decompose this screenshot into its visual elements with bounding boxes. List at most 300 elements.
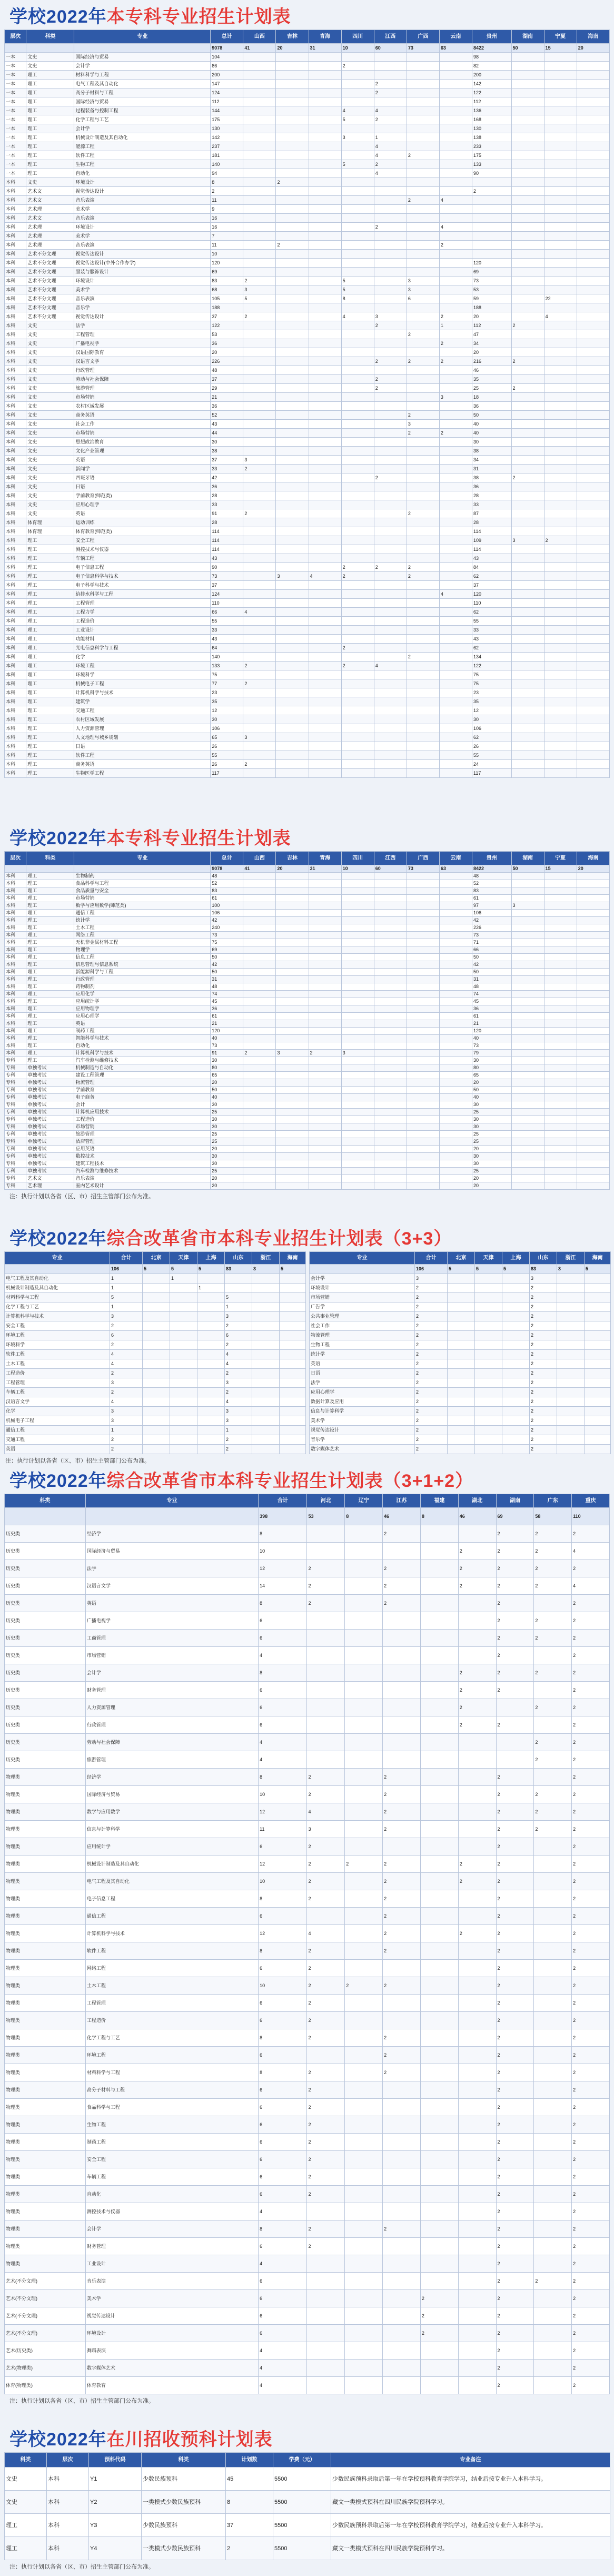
table-cell: 2: [530, 1293, 557, 1302]
table-row: [5, 902, 610, 910]
table-cell: [383, 2342, 421, 2360]
table-cell: [197, 1312, 225, 1321]
table-cell: [502, 1340, 530, 1350]
table-cell: 本科: [5, 473, 26, 482]
table-cell: [345, 2307, 383, 2325]
table-row: [5, 1028, 610, 1035]
table-cell: 法学: [85, 1560, 258, 1577]
table-cell: 2: [415, 1435, 448, 1445]
table-cell: [309, 223, 341, 232]
table-row: [5, 581, 610, 590]
table-cell: [276, 384, 309, 393]
table-cell: [420, 1577, 458, 1595]
table-cell: [534, 2116, 572, 2134]
table-cell: 艺术不分文理: [26, 294, 74, 303]
table-cell: [341, 581, 374, 590]
table-cell: 2: [572, 2134, 610, 2151]
table-cell: [557, 1350, 585, 1359]
table-cell: 7: [211, 232, 243, 241]
table-cell: 物理类: [5, 2238, 86, 2255]
table-cell: 物理类: [5, 2255, 86, 2273]
table-cell: 33: [211, 500, 243, 509]
table-cell: 专科: [5, 1168, 26, 1175]
table-cell: 一本: [5, 97, 26, 106]
table-cell: [407, 1079, 439, 1087]
table-cell: [475, 1426, 502, 1435]
table-cell: [577, 241, 609, 250]
table-cell: [544, 1175, 577, 1182]
table-cell: [276, 1042, 309, 1050]
table-cell: 文史: [26, 420, 74, 429]
table-cell: [276, 294, 309, 303]
table-cell: 2: [496, 2255, 534, 2273]
table-cell: [534, 1716, 572, 1734]
table-cell: [511, 924, 544, 932]
table-cell: [243, 1064, 276, 1072]
total-cell: 60: [374, 44, 407, 53]
table-cell: 视觉传达设计: [85, 2307, 258, 2325]
table-cell: [534, 1960, 572, 1977]
table-cell: [341, 1028, 374, 1035]
table-cell: [420, 2377, 458, 2394]
table-cell: 10: [259, 1543, 307, 1560]
table-cell: [243, 697, 276, 706]
table-cell: [577, 991, 609, 998]
table-cell: [341, 465, 374, 473]
table-cell: 过程装备与控制工程: [74, 106, 211, 115]
table-cell: [243, 1175, 276, 1182]
table-row: [5, 733, 610, 742]
table-cell: [439, 1094, 472, 1101]
table-cell: 广播电视学: [85, 1612, 258, 1630]
table-cell: [577, 160, 609, 169]
table-cell: 122: [211, 321, 243, 330]
table-cell: [502, 1369, 530, 1378]
table-cell: [544, 724, 577, 733]
table-cell: [577, 312, 609, 321]
table-cell: [341, 895, 374, 902]
table-cell: 理工: [26, 644, 74, 653]
table-cell: 理工: [26, 563, 74, 572]
table-cell: 物理类: [5, 2029, 86, 2047]
table-cell: [276, 285, 309, 294]
table-cell: 本科: [5, 500, 26, 509]
table-cell: [534, 1995, 572, 2012]
table-cell: 73: [211, 572, 243, 581]
table-cell: 2: [496, 1855, 534, 1873]
table-cell: 2: [110, 1369, 143, 1378]
table-cell: [374, 946, 407, 954]
table-cell: [458, 2029, 496, 2047]
table-cell: 计算机科学与技术: [74, 688, 211, 697]
table-cell: 2: [439, 339, 472, 348]
table-cell: 2: [415, 1445, 448, 1454]
table-cell: [276, 760, 309, 769]
table-cell: [577, 769, 609, 778]
table-cell: [439, 330, 472, 339]
table-row: [5, 1182, 610, 1190]
table-note: 注：执行计划以各省（区、市）招生主管部门公布为准。: [5, 1458, 150, 1464]
table-cell: [341, 939, 374, 946]
table-cell: [511, 151, 544, 160]
table-cell: [439, 751, 472, 760]
column-header: 总计: [211, 852, 243, 865]
table-cell: 文史: [26, 62, 74, 71]
table-cell: 2: [572, 2186, 610, 2203]
table-cell: 历史类: [5, 1647, 86, 1664]
total-row: [5, 865, 610, 873]
table-cell: [197, 1426, 225, 1435]
table-cell: [534, 2307, 572, 2325]
table-cell: 36: [472, 1005, 512, 1013]
table-cell: [345, 2168, 383, 2186]
table-cell: [439, 724, 472, 733]
table-cell: [439, 910, 472, 917]
table-cell: 20: [472, 1175, 512, 1182]
table-cell: [420, 1647, 458, 1664]
table-cell: 133: [211, 662, 243, 670]
table-row: [5, 1734, 610, 1751]
table-cell: 文史: [26, 178, 74, 187]
table-cell: [420, 1786, 458, 1803]
table-cell: [544, 887, 577, 895]
table-cell: [458, 2186, 496, 2203]
table-cell: [276, 1072, 309, 1079]
table-cell: [407, 1064, 439, 1072]
table-row: [5, 1908, 610, 1925]
table-cell: [407, 946, 439, 954]
table-cell: 2: [496, 1803, 534, 1821]
table-cell: [345, 1716, 383, 1734]
table-cell: [252, 1350, 280, 1359]
table-cell: 2: [341, 662, 374, 670]
table-cell: [225, 1274, 252, 1284]
table-cell: 市场营销: [74, 1123, 211, 1131]
table-cell: 42: [472, 961, 512, 969]
table-cell: 3: [225, 1378, 252, 1388]
table-cell: [280, 1312, 306, 1321]
table-cell: 网络工程: [74, 932, 211, 939]
table-cell: [534, 1942, 572, 1960]
table-cell: [577, 590, 609, 599]
table-cell: [309, 429, 341, 438]
table-cell: [439, 1168, 472, 1175]
table-cell: [276, 895, 309, 902]
table-cell: 20: [472, 348, 512, 357]
table-cell: [577, 599, 609, 608]
table-cell: [502, 1407, 530, 1416]
table-row: [5, 518, 610, 527]
table-row: [5, 873, 610, 880]
table-cell: [276, 348, 309, 357]
table-cell: 64: [211, 644, 243, 653]
table-cell: [544, 97, 577, 106]
header-row: [5, 852, 610, 865]
table-cell: [170, 1340, 197, 1350]
table-cell: [243, 1153, 276, 1160]
table-cell: [374, 456, 407, 465]
table-cell: 艺术理: [26, 223, 74, 232]
table-cell: 2: [458, 1855, 496, 1873]
table-cell: [143, 1369, 170, 1378]
table-cell: [577, 917, 609, 924]
table-cell: [544, 976, 577, 983]
table-cell: [341, 124, 374, 133]
table-cell: 2: [496, 1890, 534, 1908]
table-cell: 视觉传达设计: [74, 250, 211, 259]
table-cell: 社会工作: [310, 1321, 415, 1331]
table-cell: 生物工程: [85, 2116, 258, 2134]
table-cell: 130: [472, 124, 512, 133]
table-cell: [276, 411, 309, 420]
table-cell: [420, 1595, 458, 1612]
table-cell: 应用心理学: [74, 1013, 211, 1020]
table-cell: [544, 447, 577, 456]
table-cell: Y3: [89, 2514, 142, 2537]
table-cell: 视觉传达设计: [74, 187, 211, 196]
table-row: [5, 2029, 610, 2047]
table-cell: [439, 653, 472, 662]
table-cell: 3: [530, 1274, 557, 1284]
table-cell: 25: [211, 1138, 243, 1146]
table-cell: 国际经济与贸易: [85, 1543, 258, 1560]
table-cell: 3: [341, 133, 374, 142]
table-cell: [374, 688, 407, 697]
table-cell: [577, 375, 609, 384]
table-cell: 2: [243, 679, 276, 688]
table-cell: 环境科学: [5, 1340, 110, 1350]
table-cell: [276, 662, 309, 670]
table-cell: [374, 241, 407, 250]
table-cell: [383, 1664, 421, 1682]
table-cell: [341, 1175, 374, 1182]
table-row: [5, 662, 610, 670]
table-cell: [577, 976, 609, 983]
table-cell: [383, 2099, 421, 2116]
total-cell: 31: [309, 865, 341, 873]
table-cell: [307, 2325, 345, 2342]
table-cell: [197, 1369, 225, 1378]
table-cell: [577, 196, 609, 205]
table-cell: 2: [572, 2029, 610, 2047]
table-cell: 36: [211, 339, 243, 348]
table-row: [5, 1369, 306, 1378]
table-cell: 艺术(历史类): [5, 2342, 86, 2360]
table-cell: [544, 339, 577, 348]
table-cell: [439, 887, 472, 895]
table-cell: 38: [472, 473, 512, 482]
table-cell: 物理类: [5, 2168, 86, 2186]
table-cell: 2: [307, 2029, 345, 2047]
table-cell: [243, 572, 276, 581]
table-cell: [407, 626, 439, 635]
table-cell: [577, 733, 609, 742]
table-cell: 106: [472, 910, 512, 917]
table-cell: [458, 1595, 496, 1612]
table-cell: [374, 1028, 407, 1035]
table-cell: 本科: [5, 1028, 26, 1035]
table-cell: 4: [307, 1803, 345, 1821]
table-cell: 1: [110, 1426, 143, 1435]
table-cell: 2: [496, 1838, 534, 1855]
table-cell: [309, 250, 341, 259]
table-cell: [309, 62, 341, 71]
table-cell: [309, 160, 341, 169]
table-cell: 2: [496, 2151, 534, 2168]
table-cell: [407, 1175, 439, 1182]
table-cell: [511, 330, 544, 339]
table-cell: 2: [572, 2220, 610, 2238]
table-cell: [511, 205, 544, 214]
table-cell: [243, 205, 276, 214]
table-cell: 77: [211, 679, 243, 688]
column-header: 云南: [439, 852, 472, 865]
table-cell: [143, 1435, 170, 1445]
table-cell: [309, 53, 341, 62]
table-cell: 2: [383, 2064, 421, 2081]
table-cell: [276, 438, 309, 447]
title-prefix: 学校2022年: [9, 1470, 107, 1491]
table-cell: 工程管理: [5, 1378, 110, 1388]
table-row: [5, 420, 610, 429]
column-header: 江西: [374, 30, 407, 44]
table-cell: [276, 393, 309, 402]
table-cell: 软件工程: [74, 751, 211, 760]
table-cell: 55: [472, 617, 512, 626]
table-cell: 8: [259, 2029, 307, 2047]
table-cell: [448, 1435, 475, 1445]
table-cell: 2: [225, 1340, 252, 1350]
table-cell: [143, 1340, 170, 1350]
table-cell: [341, 88, 374, 97]
table-cell: 文史: [26, 473, 74, 482]
table-cell: 30: [472, 1101, 512, 1109]
table-row: [5, 1821, 610, 1838]
table-cell: 2: [415, 1350, 448, 1359]
table-cell: [345, 1630, 383, 1647]
table-row: [5, 1838, 610, 1855]
table-cell: 2: [534, 1664, 572, 1682]
table-cell: 2: [511, 357, 544, 366]
table-cell: [544, 910, 577, 917]
table-cell: 2: [383, 1595, 421, 1612]
table-cell: [243, 429, 276, 438]
table-cell: 25: [211, 1109, 243, 1116]
table-cell: [309, 205, 341, 214]
table-row: [5, 2047, 610, 2064]
table-cell: [197, 1378, 225, 1388]
table-cell: 2: [458, 1925, 496, 1942]
table-cell: [544, 402, 577, 411]
table-cell: [439, 232, 472, 241]
table-cell: 94: [211, 169, 243, 178]
table-cell: [557, 1293, 585, 1302]
table-cell: [341, 357, 374, 366]
table-cell: [511, 456, 544, 465]
table-cell: [276, 482, 309, 491]
table-cell: [544, 509, 577, 518]
table-cell: 电气工程及其自动化: [85, 1873, 258, 1890]
table-cell: 2: [530, 1359, 557, 1369]
table-cell: [544, 393, 577, 402]
table-cell: 单独考试: [26, 1094, 74, 1101]
table-cell: 43: [211, 635, 243, 644]
total-cell: 3: [252, 1265, 280, 1274]
table-row: [5, 285, 610, 294]
table-cell: [407, 214, 439, 223]
table-cell: 理工: [26, 760, 74, 769]
table-cell: 专科: [5, 1138, 26, 1146]
table-cell: 2: [572, 2203, 610, 2220]
table-cell: [374, 751, 407, 760]
table-cell: [448, 1416, 475, 1426]
table-cell: 3: [511, 536, 544, 545]
table-cell: 21: [211, 1020, 243, 1028]
table-cell: 2: [572, 2151, 610, 2168]
table-cell: 34: [472, 456, 512, 465]
table-cell: [407, 115, 439, 124]
table-cell: [407, 895, 439, 902]
table-cell: [243, 590, 276, 599]
table-cell: 31: [472, 976, 512, 983]
table-cell: 2: [534, 1821, 572, 1838]
table-cell: [407, 581, 439, 590]
table-cell: [341, 679, 374, 688]
table-cell: [585, 1321, 611, 1331]
table-cell: [475, 1302, 502, 1312]
table-cell: [345, 1734, 383, 1751]
table-cell: [439, 348, 472, 357]
table-cell: 2: [225, 1388, 252, 1397]
table-cell: 食品科学与工程: [74, 880, 211, 887]
table-cell: 74: [472, 991, 512, 998]
table-cell: [544, 71, 577, 80]
table-cell: 100: [211, 902, 243, 910]
table-cell: [407, 939, 439, 946]
table-cell: 法学: [310, 1378, 415, 1388]
table-cell: [557, 1331, 585, 1340]
table-cell: [309, 1116, 341, 1123]
table-cell: 文史: [26, 491, 74, 500]
table-cell: [544, 1072, 577, 1079]
table-cell: 8: [211, 178, 243, 187]
table-cell: 本科: [5, 608, 26, 617]
table-cell: 4: [259, 1734, 307, 1751]
table-cell: [458, 1890, 496, 1908]
table-cell: [309, 88, 341, 97]
table-cell: 数控技术: [74, 1153, 211, 1160]
table-cell: [439, 1005, 472, 1013]
table-cell: [534, 1838, 572, 1855]
table-cell: [577, 880, 609, 887]
table-cell: [243, 518, 276, 527]
table-cell: [197, 1274, 225, 1284]
total-cell: 5: [170, 1265, 197, 1274]
table-cell: [309, 491, 341, 500]
header-row: [5, 1494, 610, 1508]
table-cell: 2: [374, 160, 407, 169]
table-cell: [243, 438, 276, 447]
table-cell: [448, 1302, 475, 1312]
table-cell: [374, 1087, 407, 1094]
table-cell: [420, 1908, 458, 1925]
table-cell: 61: [211, 1013, 243, 1020]
table-cell: [276, 873, 309, 880]
table-cell: [544, 679, 577, 688]
table-cell: 8: [259, 1769, 307, 1786]
table-row: [5, 429, 610, 438]
table-cell: 理工: [26, 133, 74, 142]
